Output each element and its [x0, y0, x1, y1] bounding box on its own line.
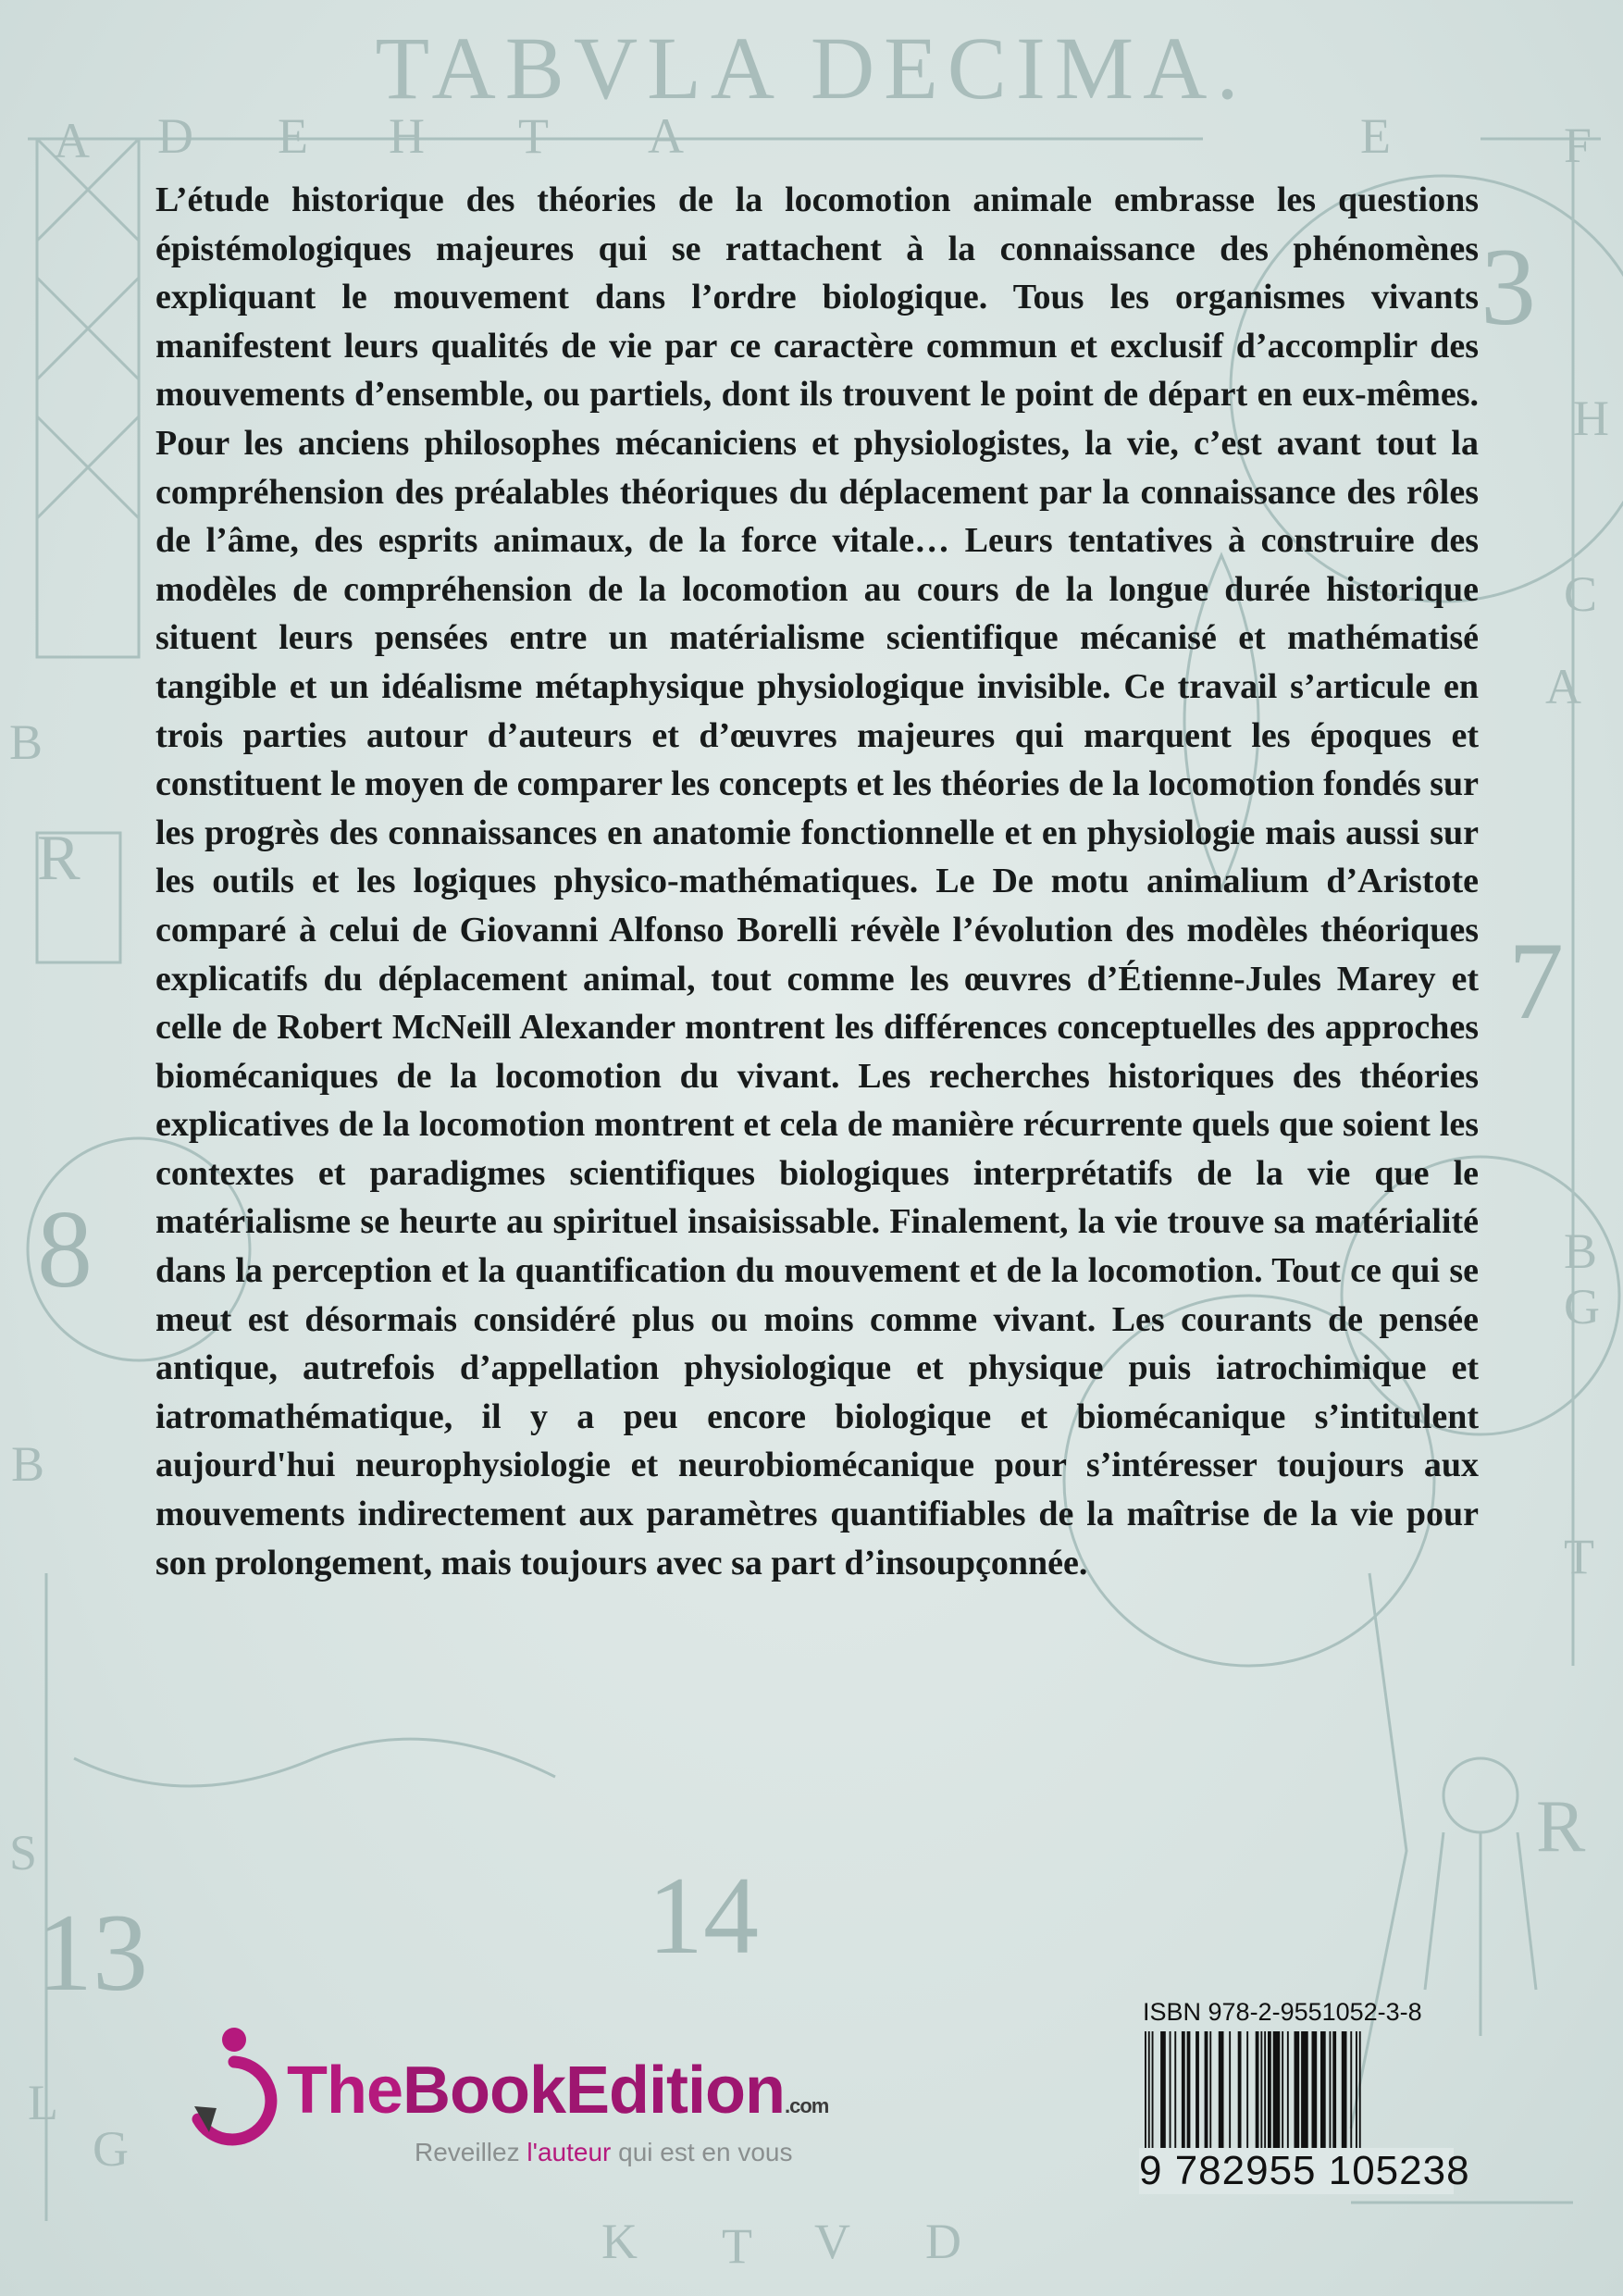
barcode-bar: [1152, 2031, 1154, 2156]
barcode-bar: [1330, 2031, 1332, 2156]
svg-text:R: R: [37, 823, 81, 894]
barcode-bar: [1174, 2031, 1176, 2156]
isbn-barcode: [1139, 1998, 1470, 2202]
barcode-bar: [1342, 2031, 1347, 2156]
svg-text:F: F: [1564, 118, 1592, 173]
isbn-label: ISBN 978-2-9551052-3-8: [1143, 1998, 1422, 2026]
svg-text:E: E: [1360, 108, 1391, 164]
barcode-bar: [1320, 2031, 1326, 2156]
svg-text:S: S: [9, 1825, 38, 1880]
barcode-bar: [1295, 2031, 1300, 2156]
svg-text:L: L: [28, 2075, 58, 2130]
svg-text:7: 7: [1508, 919, 1564, 1042]
barcode-bar: [1170, 2031, 1171, 2156]
back-cover-summary: L’étude historique des théories de la locomotion animale embrasse les questions épistémologiques majeures qui se rattachent à la connaissance des phénomènes expliquant le mouvement dans l’ordre biologique. Tous les organismes vivants manifestent leurs qualités de vie par ce caractère commun et exclusif d’accomplir des mouvements d’ensemble, ou partiels, dont ils trouvent le point de départ en eux-mêmes. Pour les anciens philosophes mécaniciens et physiologistes, la vie, c’est avant tout la compréhension des préalables théoriques du déplacement par la connaissance des rôles de l’âme, des esprits animaux, de la force vitale… Leurs tentatives à construire des modèles de compréhension de la locomotion au cours de la longue durée historique situent leurs pensées entre un matérialisme scientifique mécanisé et mathématisé tangible et un idéalisme métaphysique physiologique invisible. Ce travail s’articule en trois parties autour d’auteurs et d’œuvres majeures qui marquent les époques et constituent le moyen de comparer les concepts et les théories de la locomotion fondés sur les progrès des connaissances en anatomie fonctionnelle et en physiologie mais aussi sur les outils et les logiques physico-mathématiques. Le De motu animalium d’Aristote comparé à celui de Giovanni Alfonso Borelli révèle l’évolution des modèles théoriques explicatifs du déplacement animal, tout comme les œuvres d’Étienne-Jules Marey et celle de Robert McNeill Alexander montrent les différences conceptuelles des approches biomécaniques de la locomotion du vivant. Les recherches historiques des théories explicatives de la locomotion montrent et cela de manière récurrente quels que soient les contextes et paradigmes scientifiques biologiques interprétatifs de la vie que le matérialisme se heurte au spirituel insaisissable. Finalement, la vie trouve sa matérialité dans la perception et la quantification du mouvement et de la locomotion. Tout ce qui se meut est désormais considéré plus ou moins comme vivant. Les courants de pensée antique, autrefois d’appellation physiologique et physique puis iatrochimique et iatromathématique, il y a peu encore biologique et biomécanique s’intitulent aujourd'hui neurophysiologie et neurobiomécanique pour s’intéresser toujours aux mouvements indirectement aux paramètres quantifiables de la maîtrise de la vie pour son prolongement, mais toujours avec sa part d’insoupçonnée.: [155, 180, 1479, 1582]
svg-text:A: A: [54, 113, 90, 168]
barcode-bar: [1246, 2031, 1248, 2156]
barcode-bar: [1350, 2031, 1352, 2156]
svg-text:B: B: [1564, 1223, 1598, 1279]
barcode-bar: [1312, 2031, 1318, 2156]
barcode-bar: [1264, 2031, 1266, 2156]
barcode-bar: [1301, 2031, 1308, 2156]
svg-text:T: T: [518, 108, 549, 164]
publisher-name-part1: The: [287, 2054, 403, 2128]
publisher-tagline: [415, 2138, 792, 2167]
barcode-bar: [1238, 2031, 1242, 2156]
barcode-bar: [1268, 2031, 1271, 2156]
svg-text:D: D: [925, 2214, 961, 2269]
svg-text:T: T: [722, 2218, 752, 2274]
tagline-before: Reveillez: [415, 2138, 527, 2166]
tagline-after: qui est en vous: [611, 2138, 793, 2166]
svg-text:H: H: [389, 108, 425, 164]
barcode-bar: [1160, 2031, 1166, 2156]
publisher-emblem-icon: [176, 2017, 287, 2156]
svg-text:13: 13: [37, 1891, 148, 2014]
publisher-domain: .com: [784, 2094, 829, 2117]
barcode-bar: [1182, 2031, 1185, 2156]
publisher-name-part2: BookEdition: [403, 2054, 785, 2128]
barcode-bars: [1139, 2031, 1454, 2156]
svg-text:G: G: [1564, 1279, 1600, 1334]
svg-text:14: 14: [648, 1854, 759, 1977]
barcode-bar: [1356, 2031, 1357, 2156]
svg-text:R: R: [1536, 1786, 1586, 1868]
svg-text:T: T: [1564, 1529, 1594, 1584]
svg-text:E: E: [278, 108, 308, 164]
svg-text:D: D: [157, 108, 193, 164]
svg-text:H: H: [1573, 391, 1609, 446]
barcode-digits: 9 782955 105238: [1139, 2148, 1470, 2193]
svg-text:A: A: [648, 108, 684, 164]
svg-text:A: A: [1545, 659, 1581, 714]
barcode-bar: [1282, 2031, 1283, 2156]
engraving-banner: TABVLA DECIMA.: [375, 19, 1248, 118]
barcode-bar: [1205, 2031, 1208, 2156]
svg-text:G: G: [93, 2121, 129, 2177]
barcode-bar: [1332, 2031, 1336, 2156]
barcode-bar: [1359, 2031, 1361, 2156]
svg-text:B: B: [11, 1436, 45, 1492]
svg-text:C: C: [1564, 566, 1598, 622]
barcode-bar: [1145, 2031, 1146, 2156]
publisher-logo: [176, 2017, 916, 2175]
svg-text:3: 3: [1481, 225, 1536, 348]
barcode-bar: [1260, 2031, 1262, 2156]
barcode-bar: [1256, 2031, 1259, 2156]
barcode-bar: [1219, 2031, 1224, 2156]
svg-text:B: B: [9, 714, 43, 770]
svg-text:V: V: [814, 2214, 850, 2269]
barcode-bar: [1209, 2031, 1211, 2156]
svg-text:K: K: [601, 2214, 638, 2269]
barcode-bar: [1187, 2031, 1191, 2156]
barcode-bar: [1229, 2031, 1231, 2156]
barcode-bar: [1273, 2031, 1281, 2156]
barcode-bar: [1196, 2031, 1199, 2156]
publisher-name: [287, 2053, 828, 2128]
barcode-bar: [1287, 2031, 1289, 2156]
tagline-highlight: l'auteur: [527, 2138, 612, 2166]
barcode-bar: [1148, 2031, 1150, 2156]
svg-text:8: 8: [37, 1187, 93, 1310]
